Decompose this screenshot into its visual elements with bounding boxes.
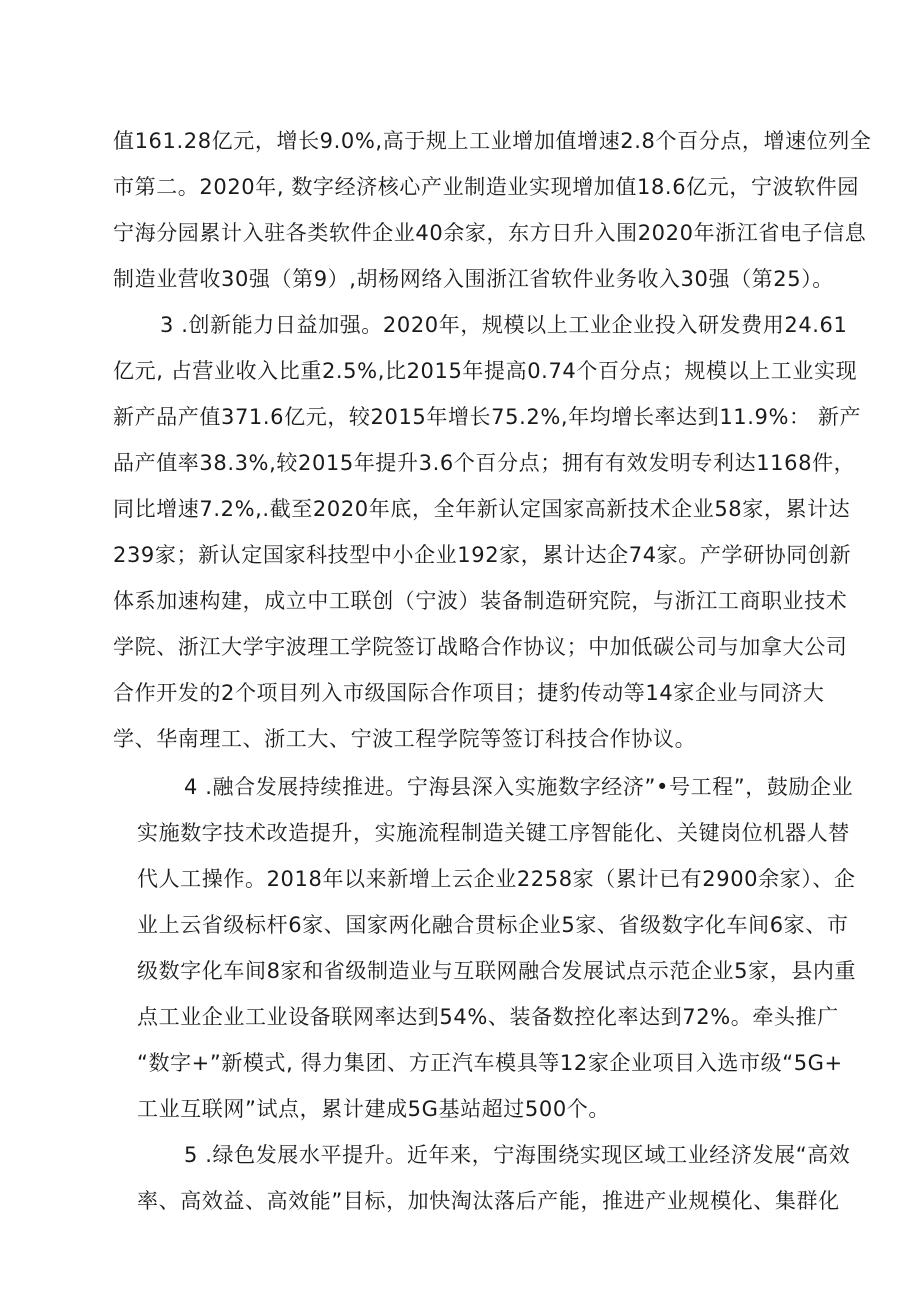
text-line: 工业互联网”试点，累计建成5G基站超过500个。	[137, 1097, 610, 1121]
text-line: 新产品产值371.6亿元，较2015年增长75.2%,年均增长率达到11.9%： 新产	[113, 405, 862, 429]
text-line: 业上云省级标杆6家、国家两化融合贯标企业5家、省级数字化车间6家、市	[137, 913, 849, 937]
text-line: 239家；新认定国家科技型中小企业192家，累计达企74家。产学研协同创新	[113, 543, 852, 567]
paragraph-3-first-line: 3 .创新能力日益加强。2020年，规模以上工业企业投入研发费用24.61	[160, 313, 848, 337]
text-line: 点工业企业工业设备联网率达到54%、装备数控化率达到72%。牵头推广	[137, 1005, 839, 1029]
text-line: 级数字化车间8家和省级制造业与互联网融合发展试点示范企业5家，县内重	[137, 959, 857, 983]
text-line: 学院、浙江大学宇波理工学院签订战略合作协议；中加低碳公司与加拿大公司	[113, 635, 848, 659]
text-line: 实施数字技术改造提升，实施流程制造关键工序智能化、关键岗位机器人替	[137, 821, 850, 845]
text-line: 同比增速7.2%,.截至2020年底，全年新认定国家高新技术企业58家，累计达	[113, 497, 851, 521]
paragraph-4-first-line: 4 .融合发展持续推进。宁海县深入实施数字经济”•号工程”，鼓励企业	[184, 775, 854, 799]
text-line: 市第二。2020年, 数字经济核心产业制造业实现增加值18.6亿元，宁波软件园	[113, 175, 859, 199]
text-line: 值161.28亿元，增长9.0%,高于规上工业增加值增速2.8个百分点，增速位列全	[113, 129, 872, 153]
text-line: 体系加速构建，成立中工联创（宁波）装备制造研究院，与浙江工商职业技术	[113, 589, 848, 613]
text-line: 制造业营收30强（第9）,胡杨网络入围浙江省软件业务收入30强（第25）。	[113, 267, 834, 291]
text-line: 学、华南理工、浙工大、宁波工程学院等签订科技合作协议。	[113, 727, 697, 751]
text-line: 宁海分园累计入驻各类软件企业40余家，东方日升入围2020年浙江省电子信息	[113, 221, 867, 245]
text-line: 合作开发的2个项目列入市级国际合作项目；捷豹传动等14家企业与同济大	[113, 681, 825, 705]
text-line: “数字+”新模式, 得力集团、方正汽车模具等12家企业项目入选市级“5G+	[137, 1051, 843, 1075]
text-line: 代人工操作。2018年以来新增上云企业2258家（累计已有2900余家）、企	[137, 867, 856, 891]
text-line: 品产值率38.3%,较2015年提升3.6个百分点；拥有有效发明专利达1168件，	[113, 451, 856, 475]
paragraph-5-first-line: 5 .绿色发展水平提升。近年来，宁海围绕实现区域工业经济发展“高效	[184, 1143, 851, 1167]
text-line: 率、高效益、高效能”目标，加快淘汰落后产能，推进产业规模化、集群化	[137, 1189, 840, 1213]
text-line: 亿元, 占营业收入比重2.5%,比2015年提高0.74个百分点；规模以上工业实现	[113, 359, 858, 383]
